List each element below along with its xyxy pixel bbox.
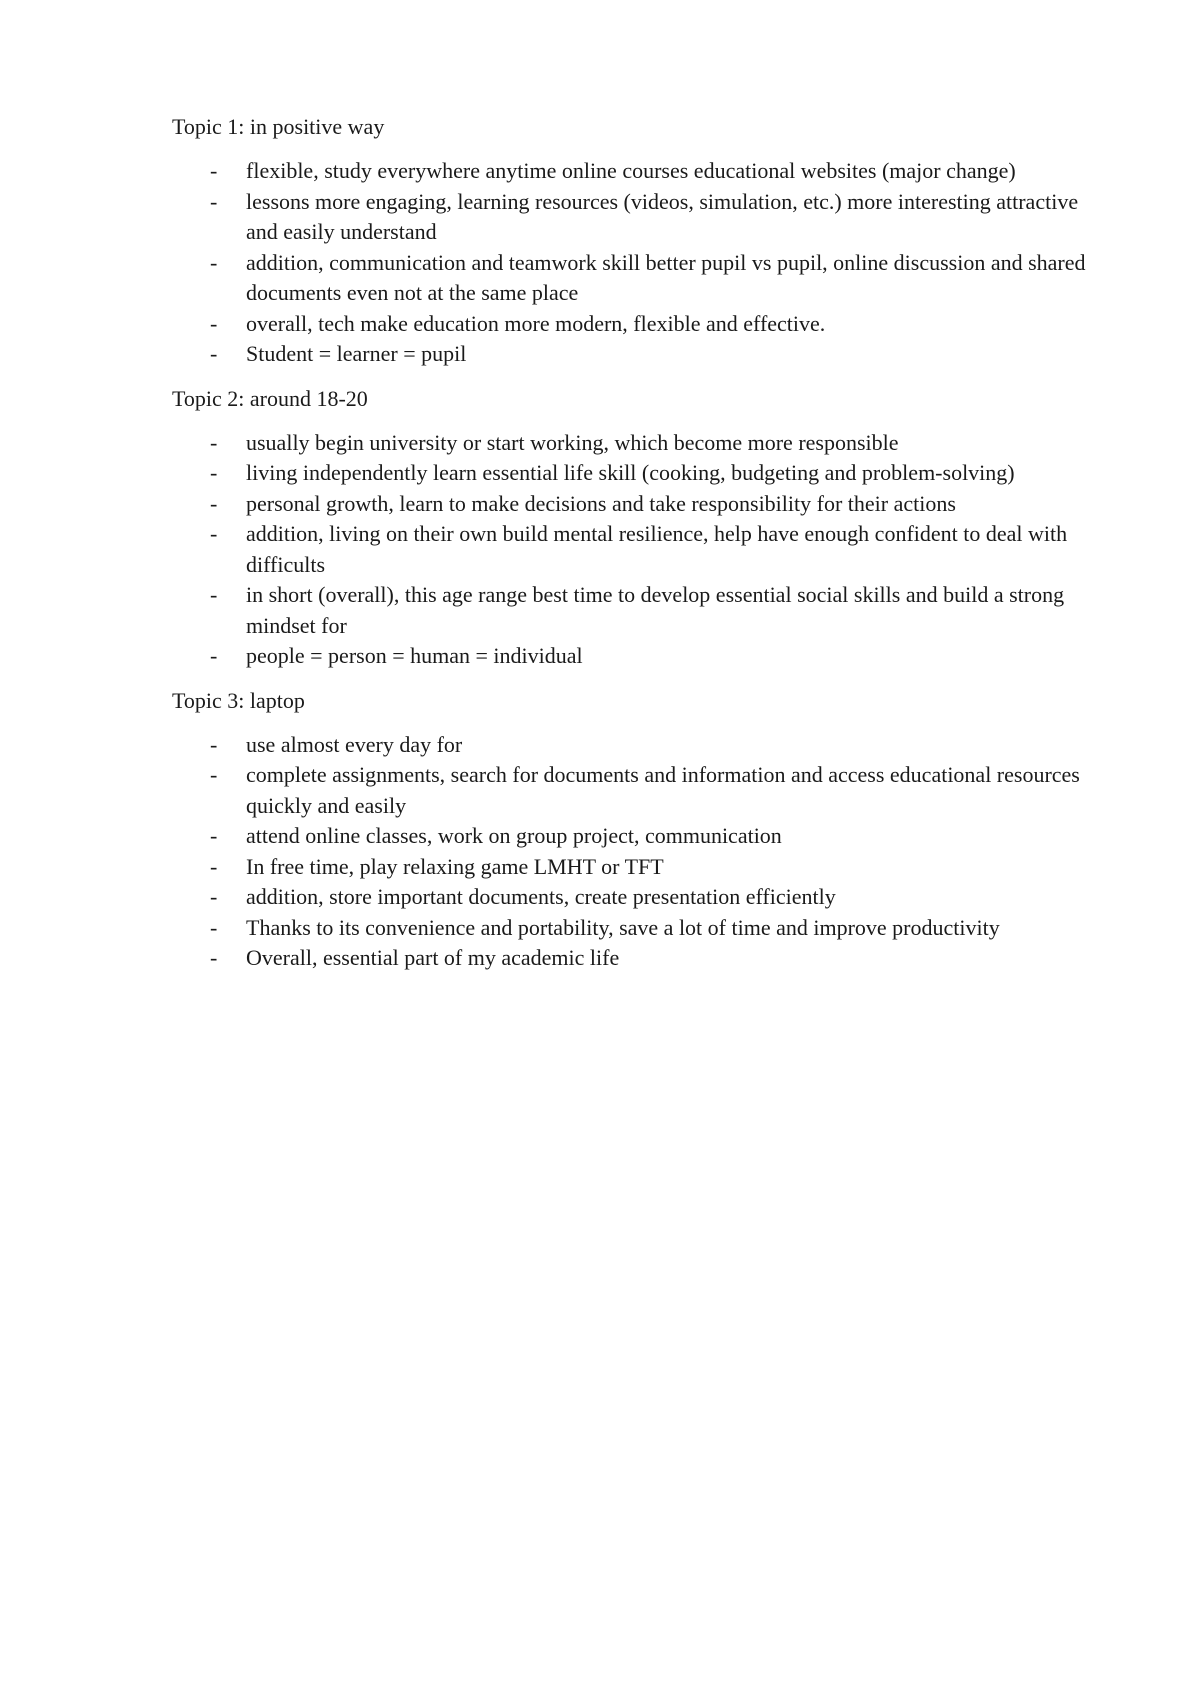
dash-marker: - bbox=[210, 490, 218, 516]
list-item-text: usually begin university or start working, which become more responsible bbox=[246, 429, 899, 455]
dash-marker: - bbox=[210, 762, 218, 787]
list-item bbox=[172, 187, 1102, 248]
list-item bbox=[172, 428, 1102, 459]
list-item bbox=[172, 248, 1102, 309]
bullet-list bbox=[172, 428, 1102, 672]
list-item-text: overall, tech make education more modern, flexible and effective. bbox=[246, 310, 826, 336]
list-item bbox=[172, 760, 1102, 821]
topic-section-2 bbox=[172, 384, 1102, 672]
list-item-text: personal growth, learn to make decisions and take responsibility for their actions bbox=[246, 490, 956, 516]
dash-marker: - bbox=[210, 310, 218, 336]
dash-marker: - bbox=[210, 731, 218, 757]
list-item bbox=[172, 458, 1102, 489]
topic-title: Topic 1: in positive way bbox=[172, 114, 385, 139]
list-item-text: attend online classes, work on group project, communication bbox=[246, 823, 782, 848]
list-item-text: use almost every day for bbox=[246, 731, 463, 757]
dash-marker: - bbox=[210, 945, 218, 970]
list-item bbox=[172, 730, 1102, 761]
dash-marker: - bbox=[210, 582, 218, 607]
dash-marker: - bbox=[210, 249, 218, 275]
dash-marker: - bbox=[210, 823, 218, 848]
list-item-text: lessons more engaging, learning resources (videos, simulation, etc.) more interesting attractive and easily understand bbox=[246, 188, 1079, 244]
dash-marker: - bbox=[210, 914, 218, 940]
list-item-text: people = person = human = individual bbox=[246, 643, 583, 668]
list-item bbox=[172, 913, 1102, 944]
dash-marker: - bbox=[210, 853, 218, 879]
topic-title: Topic 3: laptop bbox=[172, 687, 305, 713]
topic-section-3 bbox=[172, 686, 1102, 974]
list-item-text: in short (overall), this age range best time to develop essential social skills and build a strong mindset for bbox=[246, 582, 1065, 638]
list-item bbox=[172, 339, 1102, 370]
topic-title: Topic 2: around 18-20 bbox=[172, 385, 368, 411]
list-item-text: Thanks to its convenience and portability, save a lot of time and improve productivity bbox=[246, 914, 1000, 940]
list-item-text: living independently learn essential life skill (cooking, budgeting and problem-solving) bbox=[246, 460, 1015, 485]
dash-marker: - bbox=[210, 884, 218, 909]
list-item bbox=[172, 580, 1102, 641]
document-page bbox=[172, 112, 1102, 988]
dash-marker: - bbox=[210, 429, 218, 455]
list-item bbox=[172, 943, 1102, 974]
dash-marker: - bbox=[210, 341, 218, 366]
list-item-text: addition, store important documents, create presentation efficiently bbox=[246, 884, 836, 909]
list-item bbox=[172, 489, 1102, 520]
list-item-text: complete assignments, search for documents and information and access educational resources quickly and easily bbox=[246, 762, 1080, 818]
list-item bbox=[172, 821, 1102, 852]
list-item bbox=[172, 309, 1102, 340]
dash-marker: - bbox=[210, 188, 218, 214]
list-item-text: flexible, study everywhere anytime online courses educational websites (major change) bbox=[246, 158, 1016, 183]
dash-marker: - bbox=[210, 158, 218, 183]
list-item bbox=[172, 882, 1102, 913]
bullet-list bbox=[172, 730, 1102, 974]
list-item-text: In free time, play relaxing game LMHT or TFT bbox=[246, 853, 664, 879]
list-item-text: addition, living on their own build mental resilience, help have enough confident to deal with difficults bbox=[246, 521, 1068, 577]
topic-section-1 bbox=[172, 112, 1102, 370]
list-item-text: addition, communication and teamwork skill better pupil vs pupil, online discussion and shared documents even not at the same place bbox=[246, 249, 1086, 305]
dash-marker: - bbox=[210, 460, 218, 485]
list-item bbox=[172, 519, 1102, 580]
list-item-text: Student = learner = pupil bbox=[246, 341, 467, 366]
list-item-text: Overall, essential part of my academic life bbox=[246, 945, 620, 970]
bullet-list bbox=[172, 156, 1102, 370]
dash-marker: - bbox=[210, 521, 218, 546]
list-item bbox=[172, 641, 1102, 672]
dash-marker: - bbox=[210, 643, 218, 668]
list-item bbox=[172, 156, 1102, 187]
list-item bbox=[172, 852, 1102, 883]
